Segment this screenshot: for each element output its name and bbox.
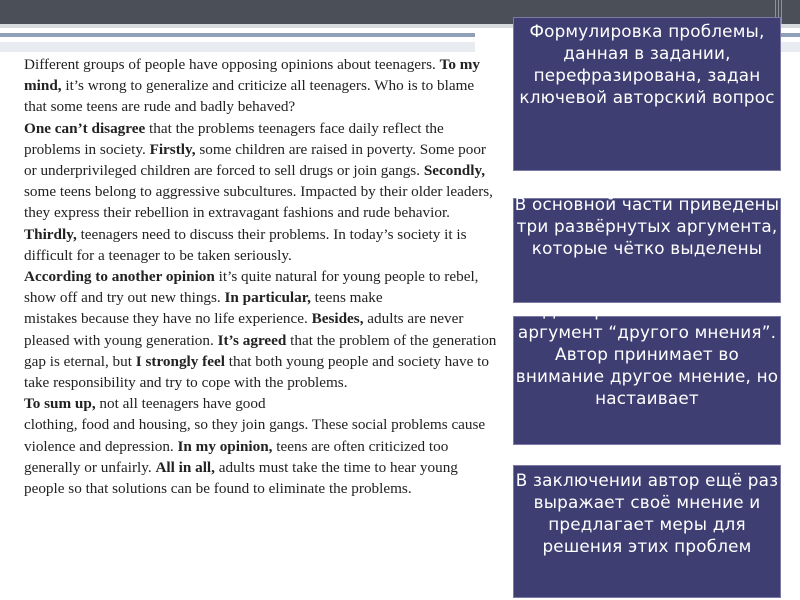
essay-paragraph-counter: According to another opinion it’s quite natural for young people to rebel, show off and try out new things. In particular, teens make mistakes because they have no life experience. Besides, adults are never pleased with young generation. It’s agreed that the problem of the generation gap is eternal, but I strongly feel that both young people and society have to take responsibility and try to cope with the problems. bbox=[24, 268, 497, 392]
comment-box-counter bbox=[513, 300, 781, 445]
decor-stripe-right bbox=[780, 33, 800, 37]
comment-box-conclusion bbox=[513, 465, 781, 598]
essay-paragraph-arguments: One can’t disagree that the problems teenagers face daily reflect the problems in society. Firstly, some children are raised in poverty. Some poor or underprivileged children are forced to sell drugs or join gangs. Secondly, some teens belong to aggressive subcultures. Impacted by their older leaders, they express their rebellion in extravagant fashions and rude behavior. Thirdly, teenagers need to discuss their problems. In today’s society it is difficult for a teenager to be taken seriously. bbox=[24, 119, 493, 264]
essay-text bbox=[24, 54, 500, 499]
comment-text: Дан противоположный аргумент “другого мнения”. Автор принимает во внимание другое мнение, но настаивает bbox=[515, 300, 779, 408]
comment-text: Формулировка проблемы, данная в задании, перефразирована, задан ключевой авторский вопрос bbox=[519, 21, 775, 107]
comment-text: В заключении автор ещё раз выражает своё мнение и предлагает меры для решения этих проблем bbox=[515, 470, 779, 556]
essay-paragraph-intro: Different groups of people have opposing opinions about teenagers. To my mind, it’s wrong to generalize and criticize all teenagers. Who is to blame that some teens are rude and badly behaved? bbox=[24, 56, 480, 116]
comment-text: В основной части приведены три развёрнутых аргумента, которые чётко выделены bbox=[514, 194, 780, 258]
comment-box-main bbox=[513, 194, 781, 303]
comment-box-intro bbox=[513, 17, 781, 171]
decor-stripe-left bbox=[0, 33, 475, 37]
essay-paragraph-conclusion: To sum up, not all teenagers have good clothing, food and housing, so they join gangs. These social problems cause violence and depression. In my opinion, teens are often criticized too generally or unfairly. All in all, adults must take the time to hear young people so that solutions can be found to eliminate the problems. bbox=[24, 395, 486, 498]
decor-band-left bbox=[0, 42, 475, 52]
decor-band-right bbox=[780, 42, 800, 52]
